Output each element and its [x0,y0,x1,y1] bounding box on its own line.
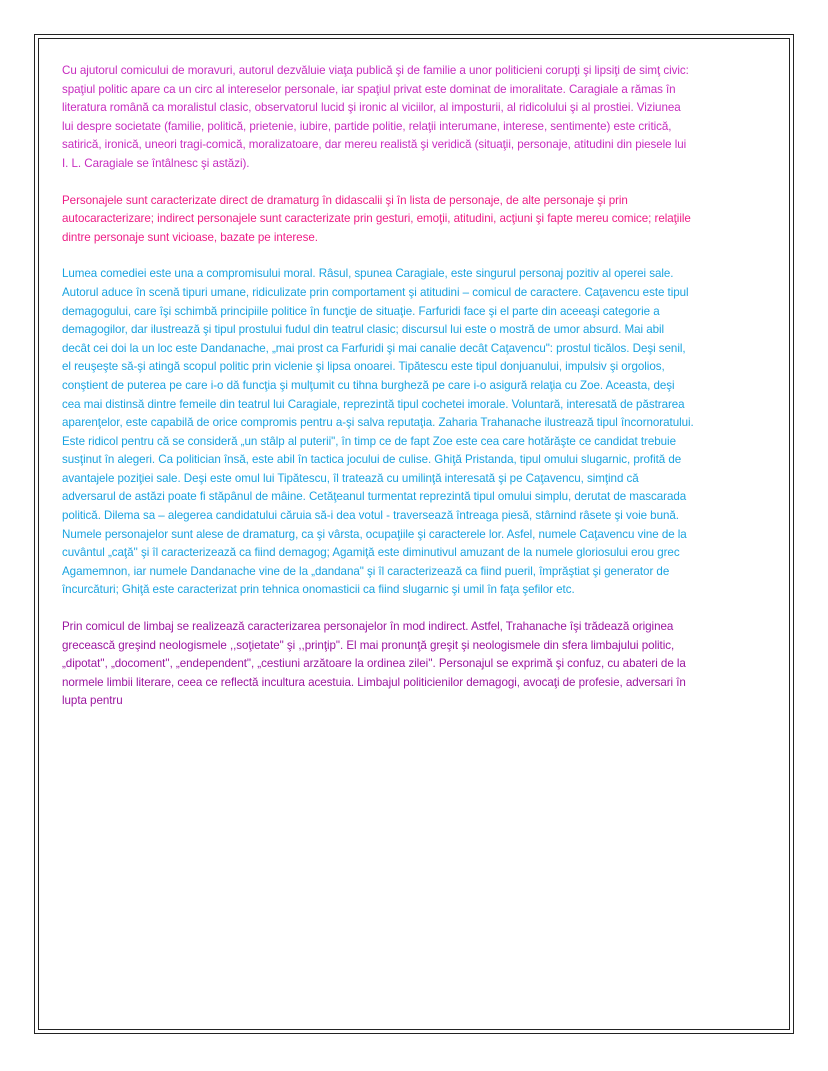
paragraph-comic-de-moravuri: Cu ajutorul comicului de moravuri, autorul dezvăluie viaţa publică şi de familie a unor politicieni corupţi şi lipsiţi de simţ civic: spaţiul politic apare ca un circ al intereselor personale, iar spaţiul privat este dominat de imoralitate. Caragiale a rămas în literatura română ca moralistul clasic, observatorul lucid şi ironic al viciilor, al imposturii, al ridicolului şi al prostiei. Viziunea lui despre societate (familie, politică, prietenie, iubire, partide politie, relaţii interumane, interese, sentimente) este critică, satirică, ironică, uneori tragi-comică, moralizatoare, dar mereu realistă şi veridică (situaţii, personaje, atitudini din piesele lui I. L. Caragiale se întâlnesc şi astăzi). [62,64,689,170]
document-body [62,62,694,711]
paragraph-comicul-de-limbaj: Prin comicul de limbaj se realizează caracterizarea personajelor în mod indirect. Astfel, Trahanache îşi trădează originea grecească greşind neologismele ,,soţietate" şi ,,prinţip". El mai pronunţă greşit şi neologismele din sfera limbajului politic, „dipotat'', „docoment'', „endependent", „cestiuni arzătoare la ordinea zilei''. Personajul se exprimă şi confuz, cu abateri de la normele limbii literare, ceea ce reflectă incultura acestuia. Limbajul politicienilor demagogi, avocaţi de profesie, adversari în lupta pentru [62,620,686,708]
paragraph-caracterizare-personaje: Personajele sunt caracterizate direct de dramaturg în didascalii şi în lista de personaje, de alte personaje şi prin autocaracterizare; indirect personajele sunt caracterizate prin gesturi, emoţii, atitudini, acţiuni şi fapte mereu comice; relaţiile dintre personaje sunt vicioase, bazate pe interese. [62,193,691,244]
paragraph-lumea-comediei: Lumea comediei este una a compromisului moral. Râsul, spunea Caragiale, este singurul personaj pozitiv al operei sale. Autorul aduce în scenă tipuri umane, ridiculizate prin comportament şi atitudini – comicul de caractere. Caţavencu este tipul demagogului, care îşi schimbă principiile politice în funcţie de situaţie. Farfuridi face şi el parte din aceeaşi categorie a demagogilor, dar ilustrează şi tipul prostului fudul din teatrul clasic; discursul lui este o mostră de umor absurd. Mai abil decât cei doi la un loc este Dandanache, „mai prost ca Farfuridi şi mai canalie decât Caţavencu": prostul ticălos. Deşi senil, el reuşeşte să-şi atingă scopul politic prin viclenie şi lipsa onoarei. Tipătescu este tipul donjuanului, impulsiv şi orgolios, conştient de puterea pe care i-o dă funcţia şi mulţumit cu tihna burgheză pe care i-o asigură relaţia cu Zoe. Aceasta, deşi cea mai distinsă dintre femeile din teatrul lui Caragiale, reprezintă tipul cochetei imorale. Voluntară, interesată de păstrarea aparenţelor, este capabilă de orice compromis pentru a-şi salva reputaţia. Zaharia Trahanache ilustrează tipul încornoratului. Este ridicol pentru că se consideră „un stâlp al puterii", în timp ce de fapt Zoe este cea care hotărăşte ce candidat trebuie susţinut în alegeri. Ca politician însă, este abil în tactica jocului de culise. Ghiţă Pristanda, tipul omului slugarnic, profită de avantajele poziţiei sale. Deşi este omul lui Tipătescu, îl tratează cu umilinţă interesată şi pe Caţavencu, simţind că adversarul de astăzi poate fi stăpânul de mâine. Cetăţeanul turmentat reprezintă tipul omului simplu, derutat de mascarada politică. Dilema sa – alegerea candidatului căruia să-i dea votul - traversează întreaga piesă, stârnind râsete şi voie bună. [62,267,694,523]
paragraph-numele-personajelor: Numele personajelor sunt alese de dramaturg, ca şi vârsta, ocupaţiile şi caracterele lor. Asfel, numele Caţavencu vine de la cuvântul „caţă'' şi îl caracterizează ca fiind demagog; Agamiţă este diminutivul amuzant de la numele gloriosului erou grec Agamemnon, iar numele Dandanache vine de la „dandana" şi îl caracterizează ca fiind pueril, împrăştiat şi generator de încurcături; Ghiţă este caracterizat prin tehnica onomasticii ca fiind slugarnic şi umil în faţa şefilor etc. [62,527,687,597]
